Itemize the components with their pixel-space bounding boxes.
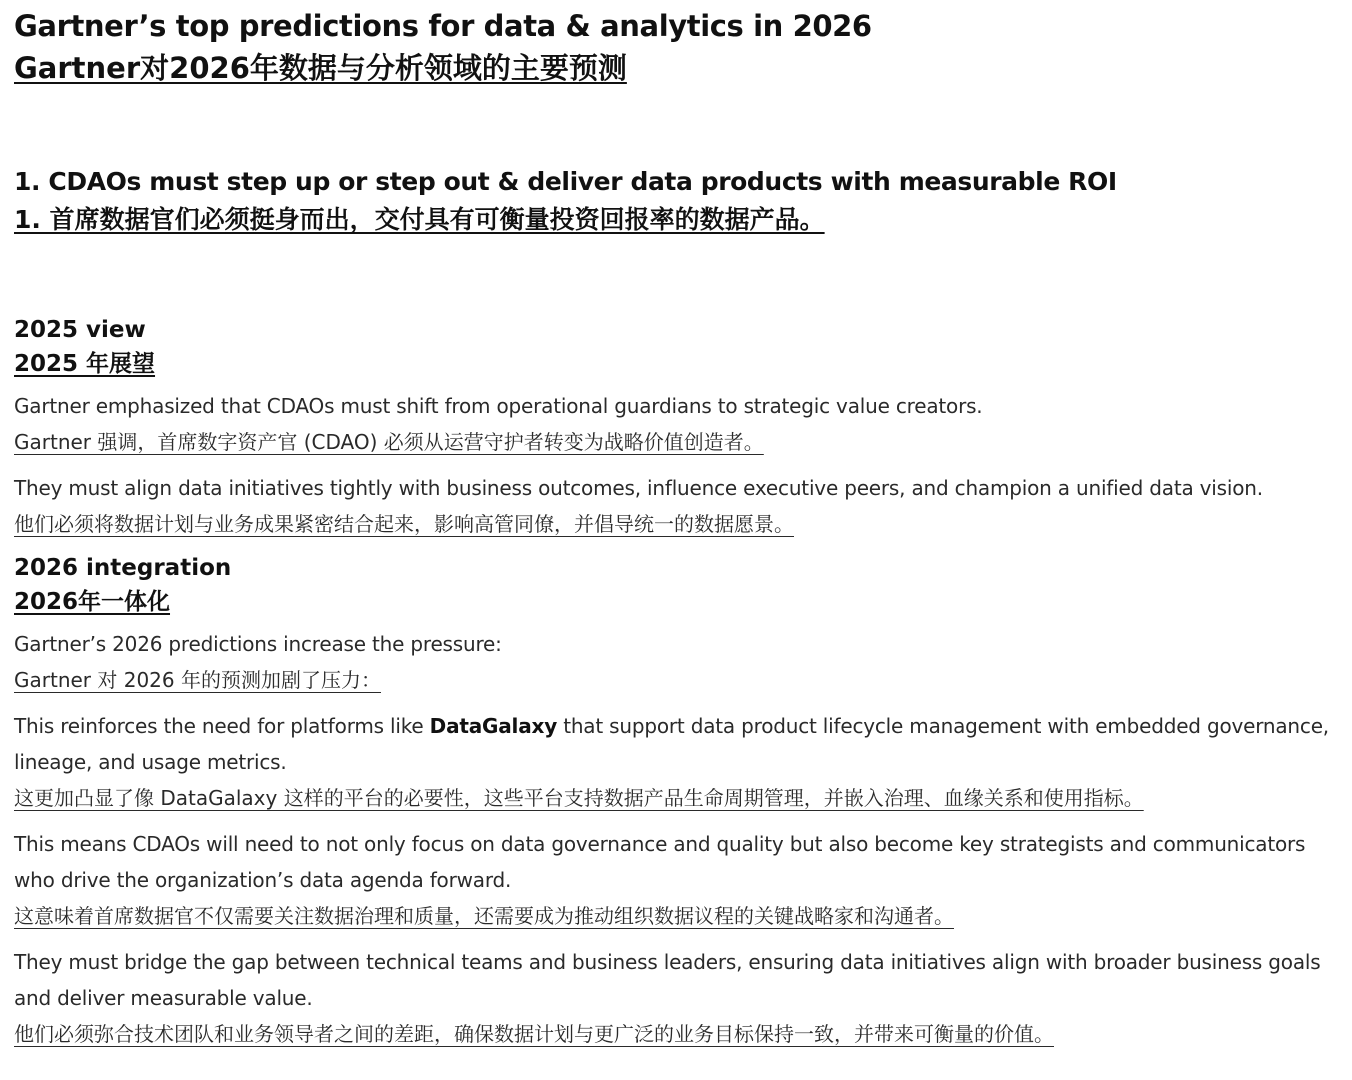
brand-name: DataGalaxy [429, 714, 558, 738]
paragraph-en [14, 708, 1338, 780]
paragraph-en: This means CDAOs will need to not only focus on data governance and quality but also become key strategists and communicators who drive the organization’s data agenda forward. [14, 832, 1306, 892]
paragraph-en: They must align data initiatives tightly with business outcomes, influence executive peers, and champion a unified data vision. [14, 476, 1263, 500]
integration-2026-heading-en: 2026 integration [14, 555, 232, 581]
paragraph-zh: 这意味着首席数据官不仅需要关注数据治理和质量，还需要成为推动组织数据议程的关键战略家和沟通者。 [14, 904, 954, 928]
paragraph-en: They must bridge the gap between technical teams and business leaders, ensuring data initiatives align with broader business goals and deliver measurable value. [14, 950, 1321, 1010]
paragraph-text: This reinforces the need for platforms like [14, 714, 430, 738]
paragraph-zh: 他们必须将数据计划与业务成果紧密结合起来，影响高管同僚，并倡导统一的数据愿景。 [14, 512, 794, 536]
section-2026-integration [14, 552, 1338, 1052]
view-2025-paragraph-1 [14, 388, 1338, 460]
integration-paragraph-4 [14, 944, 1338, 1052]
paragraph-en: Gartner’s 2026 predictions increase the pressure: [14, 632, 502, 656]
page-title-zh: Gartner对2026年数据与分析领域的主要预测 [14, 51, 627, 85]
integration-paragraph-3 [14, 826, 1338, 934]
view-2025-paragraph-2 [14, 470, 1338, 542]
view-2025-heading-en: 2025 view [14, 317, 146, 343]
section-1-heading-en: 1. CDAOs must step up or step out & deliver data products with measurable ROI [14, 167, 1117, 196]
section-2025-view [14, 314, 1338, 542]
section-1-heading-zh: 1. 首席数据官们必须挺身而出，交付具有可衡量投资回报率的数据产品。 [14, 205, 825, 234]
integration-paragraph-1 [14, 626, 1338, 698]
view-2025-heading-zh: 2025 年展望 [14, 351, 156, 377]
paragraph-en: Gartner emphasized that CDAOs must shift from operational guardians to strategic value creators. [14, 394, 983, 418]
paragraph-zh: 这更加凸显了像 DataGalaxy 这样的平台的必要性，这些平台支持数据产品生命周期管理，并嵌入治理、血缘关系和使用指标。 [14, 786, 1144, 810]
integration-paragraph-2 [14, 708, 1338, 816]
page-title-en: Gartner’s top predictions for data & analytics in 2026 [14, 9, 872, 43]
paragraph-zh: Gartner 对 2026 年的预测加剧了压力： [14, 668, 381, 692]
integration-2026-heading-zh: 2026年一体化 [14, 589, 171, 615]
paragraph-zh: 他们必须弥合技术团队和业务领导者之间的差距，确保数据计划与更广泛的业务目标保持一致，并带来可衡量的价值。 [14, 1022, 1054, 1046]
paragraph-text: that support data product lifecycle management with embedded governance, lineage, and usage metrics. [14, 714, 1329, 774]
paragraph-zh: Gartner 强调，首席数字资产官 (CDAO) 必须从运营守护者转变为战略价值创造者。 [14, 430, 764, 454]
